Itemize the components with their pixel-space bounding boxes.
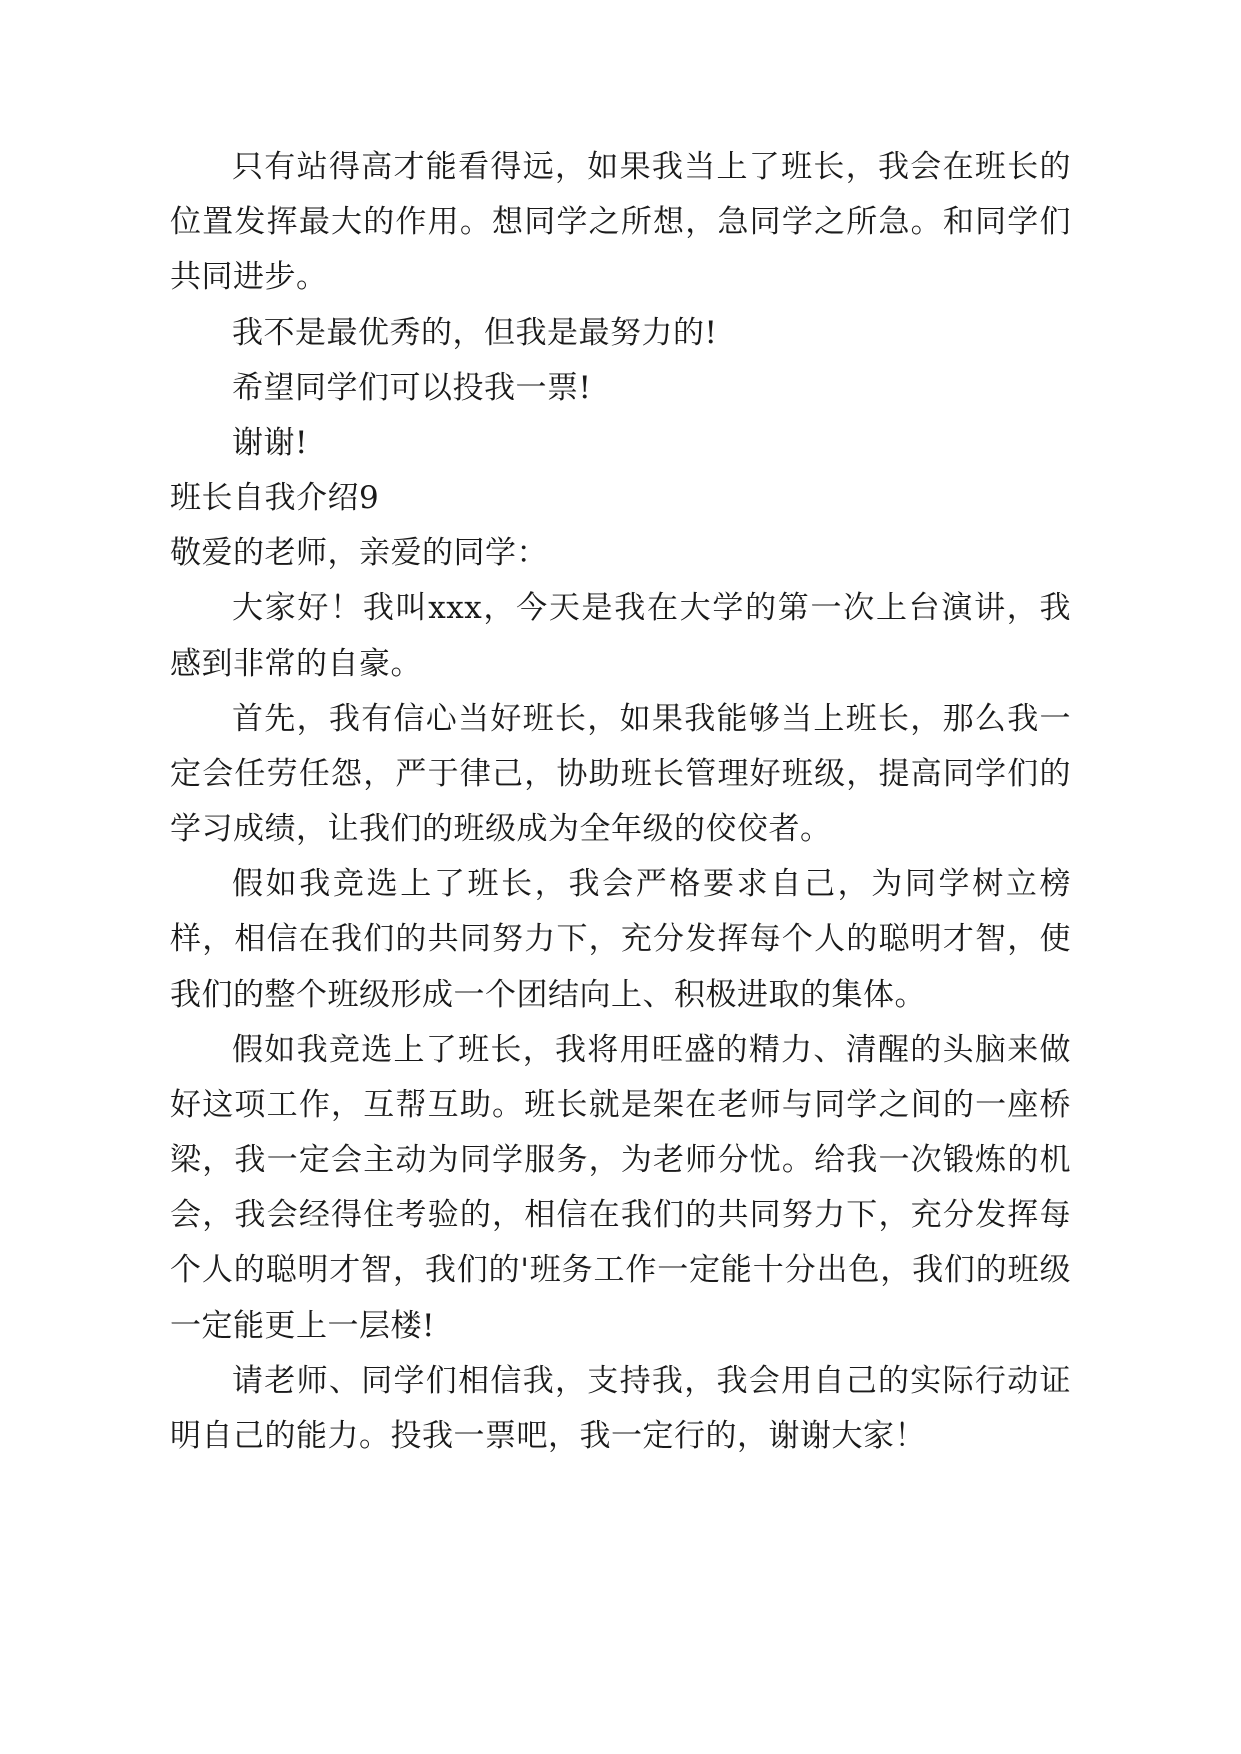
section-heading: 班长自我介绍9 [170, 480, 380, 517]
paragraph: 希望同学们可以投我一票! [232, 369, 592, 406]
paragraph: 假如我竞选上了班长，我会严格要求自己，为同学树立榜样，相信在我们的共同努力下，充分发挥每个人的聪明才智，使我们的整个班级形成一个团结向上、积极进取的集体。 [170, 866, 1071, 1013]
paragraph: 大家好！我叫xxx，今天是我在大学的第一次上台演讲，我感到非常的自豪。 [170, 590, 1071, 682]
paragraph: 只有站得高才能看得远，如果我当上了班长，我会在班长的位置发挥最大的作用。想同学之所想，急同学之所急。和同学们共同进步。 [170, 149, 1071, 296]
paragraph: 我不是最优秀的，但我是最努力的! [232, 314, 718, 351]
paragraph: 假如我竞选上了班长，我将用旺盛的精力、清醒的头脑来做好这项工作，互帮互助。班长就是架在老师与同学之间的一座桥梁，我一定会主动为同学服务，为老师分忧。给我一次锻炼的机会，我会经得住考验的，相信在我们的共同努力下，充分发挥每个人的聪明才智，我们的'班务工作一定能十分出色，我们的班级一定能更上一层楼! [170, 1031, 1071, 1344]
document-body [170, 140, 1071, 1464]
paragraph: 谢谢! [232, 424, 308, 461]
paragraph: 首先，我有信心当好班长，如果我能够当上班长，那么我一定会任劳任怨，严于律己，协助班长管理好班级，提高同学们的学习成绩，让我们的班级成为全年级的佼佼者。 [170, 700, 1071, 848]
paragraph: 请老师、同学们相信我，支持我，我会用自己的实际行动证明自己的能力。投我一票吧，我一定行的，谢谢大家！ [170, 1362, 1071, 1454]
salutation: 敬爱的老师，亲爱的同学： [170, 535, 548, 572]
